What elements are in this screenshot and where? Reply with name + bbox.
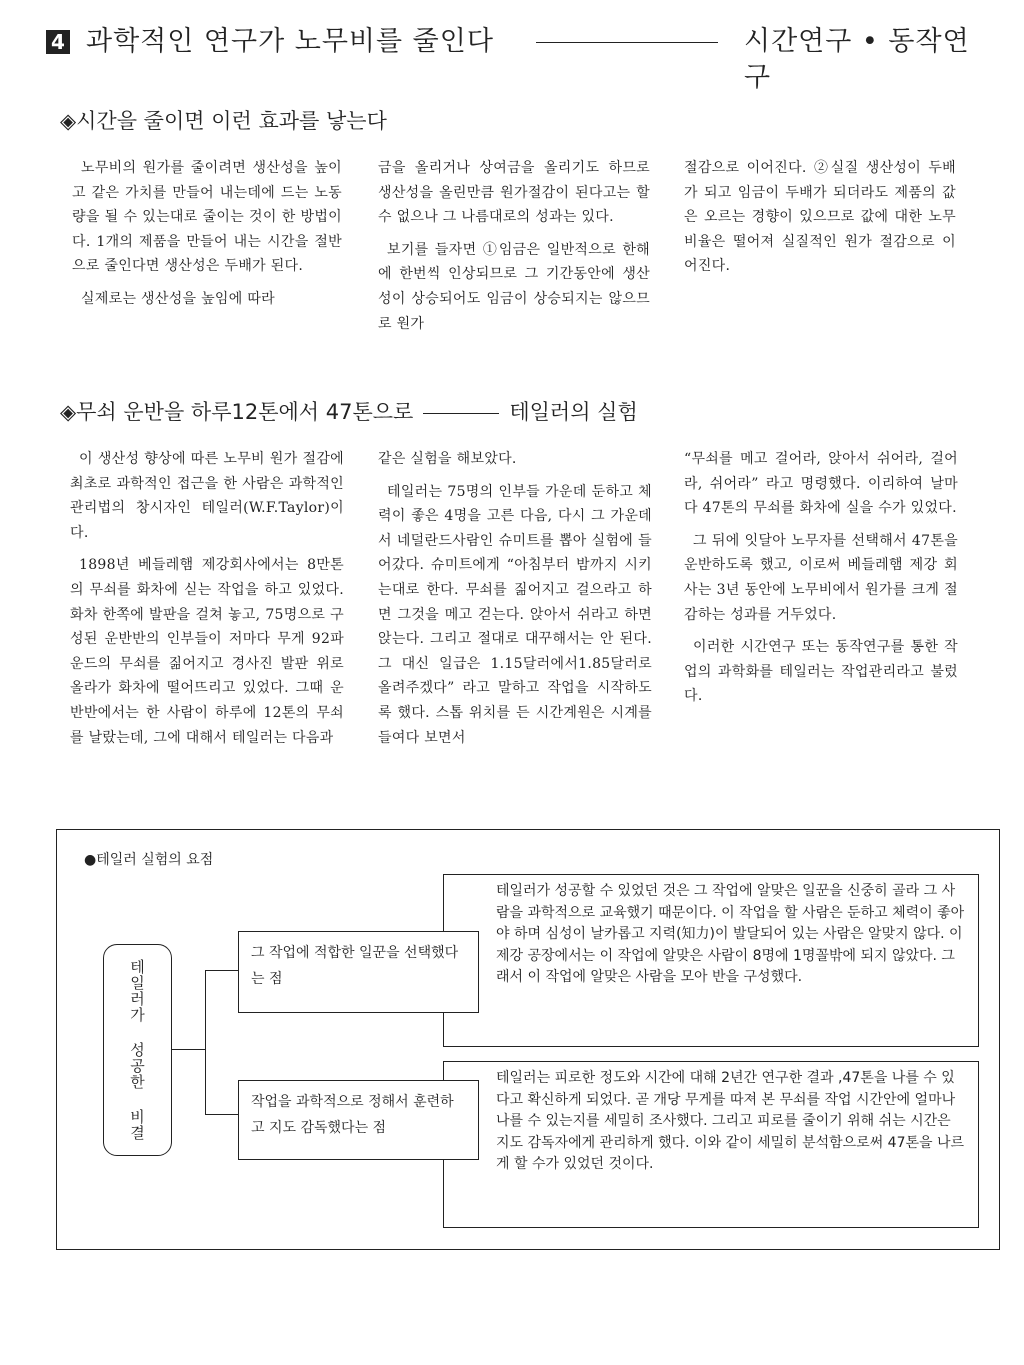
point-text-2: 작업을 과학적으로 정해서 훈련하고 지도 감독했다는 점 [251, 1094, 454, 1136]
detail-box-1 [443, 874, 979, 1047]
paragraph: 보기를 들자면 ①임금은 일반적으로 한해에 한번씩 인상되므로 그 기간동안에 생산성이 상승되어도 임금이 상승되지는 않으므로 원가 [378, 241, 650, 332]
success-secret-label-text: 테일러가 성공한 비결 [128, 959, 146, 1141]
paragraph: 노무비의 원가를 줄이려면 생산성을 높이고 같은 가치를 만들어 내는데에 드는 노동량을 될 수 있는대로 줄이는 것이 한 방법이다. 1개의 제품을 만들어 내는 시간을 절반으로 줄인다면 생산성은 두배가 된다. [72, 160, 342, 275]
header-divider [536, 42, 718, 43]
paragraph: 금을 올리거나 상여금을 올리기도 하므로 생산성을 올린만큼 원가절감이 된다고는 할 수 없으나 그 나름대로의 성과는 있다. [378, 160, 650, 226]
paragraph: 같은 실험을 해보았다. [378, 451, 517, 467]
section1-column-2 [378, 156, 650, 344]
summary-box-title: ●테일러 실험의 요점 [84, 852, 214, 868]
point-box-1 [238, 931, 479, 1013]
connector-line [205, 970, 239, 971]
page-subtitle: 시간연구 • 동작연구 [744, 26, 970, 93]
connector-line [205, 1114, 239, 1115]
connector-line [205, 970, 206, 1114]
paragraph: 테일러는 75명의 인부들 가운데 둔하고 체력이 좋은 4명을 고른 다음, 다시 그 가운데서 네덜란드사람인 슈미트를 뽑아 실험에 들어갔다. 슈미트에게 “아침부터 밤까지 시키는대로 한다. 무쇠를 짊어지고 걸으라고 하면 그것을 메고 걷는다. 앉아서 쉬라고 하면 앉는다. 그리고 절대로 대꾸해서는 안 된다. 그 대신 일급은 1.15달러에서1.85달러로 올려주겠다” 라고 말하고 작업을 시작하도록 했다. 스톱 위치를 든 시간계원은 시계를 들여다 보면서 [378, 483, 652, 746]
detail-text-2: 테일러는 피로한 정도와 시간에 대해 2년간 연구한 결과 ,47톤을 나를 수 있다고 확신하게 되었다. 곧 개당 무게를 따져 본 무쇠를 작업 시간안에 얼마나 나를 수 있는지를 세밀히 조사했다. 그리고 피로를 줄이기 위해 쉬는 시간은 지도 감독자에게 관리하게 했다. 이와 같이 세밀히 분석함으로써 47톤을 나르게 할 수가 있었던 것이다. [496, 1070, 965, 1172]
section-number-badge: 4 [46, 30, 70, 54]
point-text-1: 그 작업에 적합한 일꾼을 선택했다는 점 [251, 945, 459, 987]
detail-text-1: 테일러가 성공할 수 있었던 것은 그 작업에 알맞은 일꾼을 신중히 골라 그 사람을 과학적으로 교육했기 때문이다. 이 작업을 할 사람은 둔하고 체력이 좋아야 하며 심성이 날카롭고 지력(知力)이 발달되어 있는 사람은 알맞지 않다. 이 제강 공장에서는 이 작업에 알맞은 사람이 8명에 1명꼴밖에 되지 않았다. 그래서 이 작업에 알맞은 사람을 모아 반을 구성했다. [496, 883, 965, 985]
section1-column-3 [684, 156, 956, 287]
section2-column-2 [378, 447, 652, 758]
page-title: 과학적인 연구가 노무비를 줄인다 [86, 26, 494, 57]
paragraph: 실제로는 생산성을 높임에 따라 [81, 290, 275, 307]
paragraph: 그 뒤에 잇달아 노무자를 선택해서 47톤을 운반하도록 했고, 이로써 베들레햄 제강 회사는 3년 동안에 노무비에서 원가를 크게 절감하는 성과를 거두었다. [684, 532, 958, 623]
detail-box-2 [443, 1061, 979, 1228]
section2-column-3 [684, 447, 958, 717]
section2-heading-tail: 테일러의 실험 [509, 400, 638, 424]
paragraph: 절감으로 이어진다. ②실질 생산성이 두배가 되고 임금이 두배가 되더라도 제품의 값은 오르는 경향이 있으므로 값에 대한 노무 비율은 떨어져 실질적인 원가 절감으로 이어진다. [684, 160, 956, 275]
section2-heading-text: ◈무쇠 운반을 하루12톤에서 47톤으로 [60, 400, 414, 424]
connector-line [172, 1049, 206, 1050]
point-box-2 [238, 1080, 479, 1160]
section2-column-1 [70, 447, 344, 758]
paragraph: 이 생산성 향상에 따른 노무비 원가 절감에 최초로 과학적인 접근을 한 사람은 과학적인 관리법의 창시자인 테일러(W.F.Taylor)이다. [70, 451, 344, 541]
section2-heading [60, 398, 638, 426]
section1-column-1 [72, 156, 342, 320]
success-secret-label [103, 944, 172, 1156]
paragraph: 1898년 베들레햄 제강회사에서는 8만톤의 무쇠를 화차에 싣는 작업을 하고 있었다. 화차 한쪽에 발판을 걸쳐 놓고, 75명으로 구성된 운반반의 인부들이 저마다 무게 92파운드의 무쇠를 짊어지고 경사진 발판 위로 올라가 화차에 떨어뜨리고 있었다. 그때 운반반에서는 한 사람이 하루에 12톤의 무쇠를 날랐는데, 그에 대해서 테일러는 다음과 [70, 557, 344, 746]
paragraph: “무쇠를 메고 걸어라, 앉아서 쉬어라, 걸어라, 쉬어라” 라고 명령했다. 이리하여 날마다 47톤의 무쇠를 화차에 실을 수가 있었다. [684, 451, 958, 517]
page-header [46, 24, 976, 93]
heading-divider [423, 413, 499, 414]
section1-heading: ◈시간을 줄이면 이런 효과를 낳는다 [60, 109, 387, 133]
paragraph: 이러한 시간연구 또는 동작연구를 통한 작업의 과학화를 테일러는 작업관리라고 불렀다. [684, 639, 958, 705]
